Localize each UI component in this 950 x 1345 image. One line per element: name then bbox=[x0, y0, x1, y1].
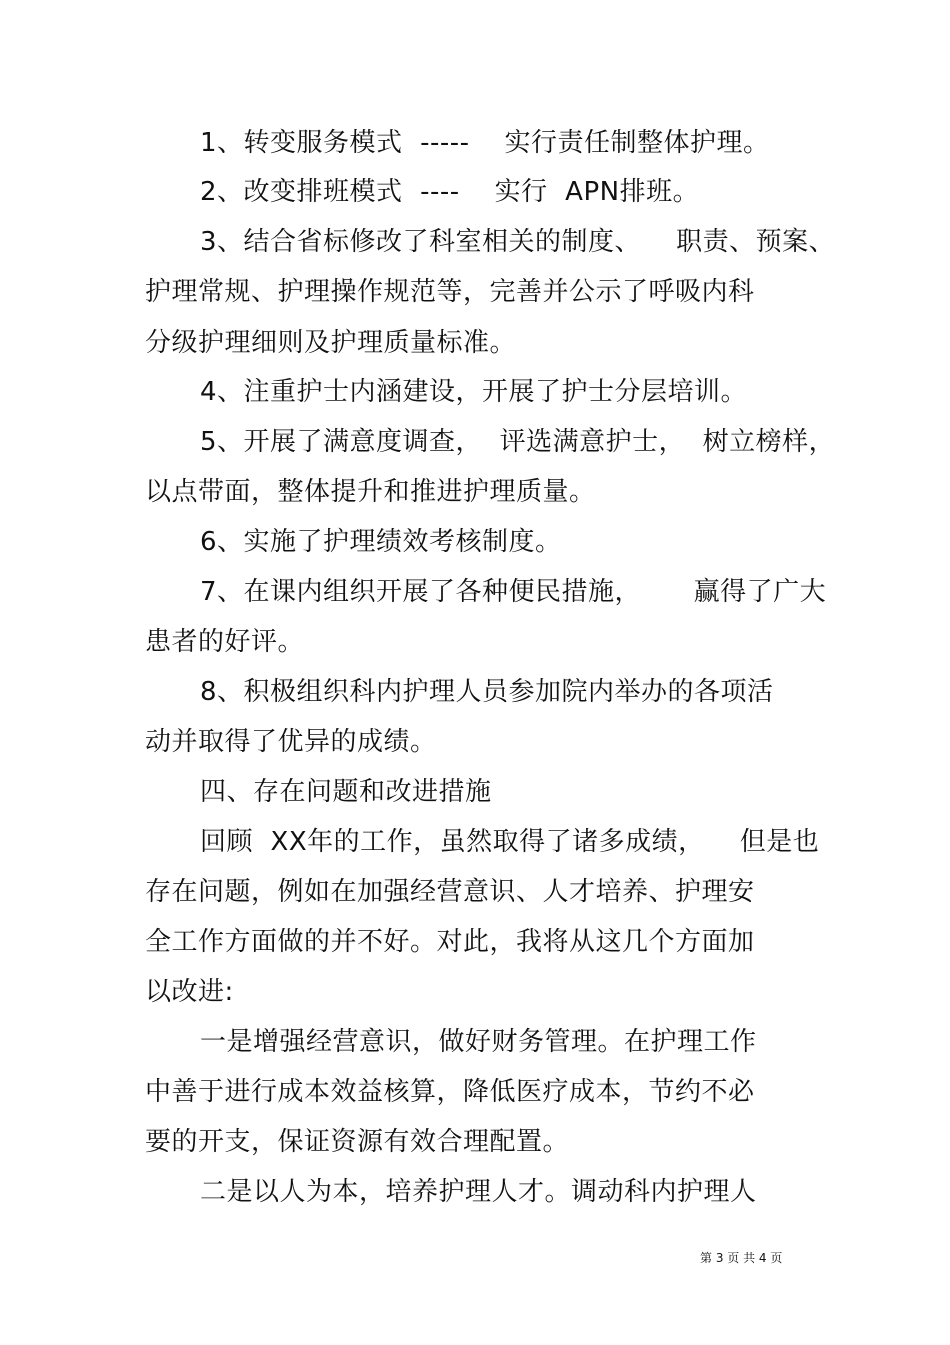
paragraph-line: 要的开支，保证资源有效合理配置。 bbox=[145, 1127, 570, 1157]
paragraph-line: 以改进: bbox=[145, 977, 234, 1007]
section-heading: 四、存在问题和改进措施 bbox=[200, 777, 492, 807]
paragraph-line: 中善于进行成本效益核算，降低医疗成本，节约不必 bbox=[145, 1077, 755, 1107]
paragraph-line: 一是增强经营意识，做好财务管理。在护理工作 bbox=[200, 1027, 757, 1057]
paragraph-line: 全工作方面做的并不好。对此，我将从这几个方面加 bbox=[145, 927, 755, 957]
paragraph-line: 护理常规、护理操作规范等，完善并公示了呼吸内科 bbox=[145, 277, 755, 307]
paragraph-line: 回顾 XX年的工作，虽然取得了诸多成绩， 但是也 bbox=[200, 827, 820, 857]
paragraph-line: 4、注重护士内涵建设，开展了护士分层培训。 bbox=[200, 377, 748, 407]
paragraph-line: 1、转变服务模式 ----- 实行责任制整体护理。 bbox=[200, 128, 770, 158]
paragraph-line: 7、在课内组织开展了各种便民措施， 赢得了广大 bbox=[200, 577, 827, 607]
paragraph-line: 患者的好评。 bbox=[145, 627, 305, 657]
paragraph-line: 8、积极组织科内护理人员参加院内举办的各项活 bbox=[200, 677, 774, 707]
paragraph-line: 二是以人为本，培养护理人才。调动科内护理人 bbox=[200, 1177, 757, 1207]
page-number-footer: 第 3 页 共 4 页 bbox=[700, 1251, 783, 1265]
paragraph-line: 2、改变排班模式 ---- 实行 APN排班。 bbox=[200, 177, 700, 207]
paragraph-line: 6、实施了护理绩效考核制度。 bbox=[200, 527, 562, 557]
paragraph-line: 动并取得了优异的成绩。 bbox=[145, 727, 437, 757]
paragraph-line: 存在问题，例如在加强经营意识、人才培养、护理安 bbox=[145, 877, 755, 907]
paragraph-line: 分级护理细则及护理质量标准。 bbox=[145, 328, 517, 358]
paragraph-line: 5、开展了满意度调查， 评选满意护士， 树立榜样， bbox=[200, 427, 836, 457]
paragraph-line: 3、结合省标修改了科室相关的制度、 职责、预案、 bbox=[200, 227, 836, 257]
paragraph-line: 以点带面，整体提升和推进护理质量。 bbox=[145, 477, 596, 507]
